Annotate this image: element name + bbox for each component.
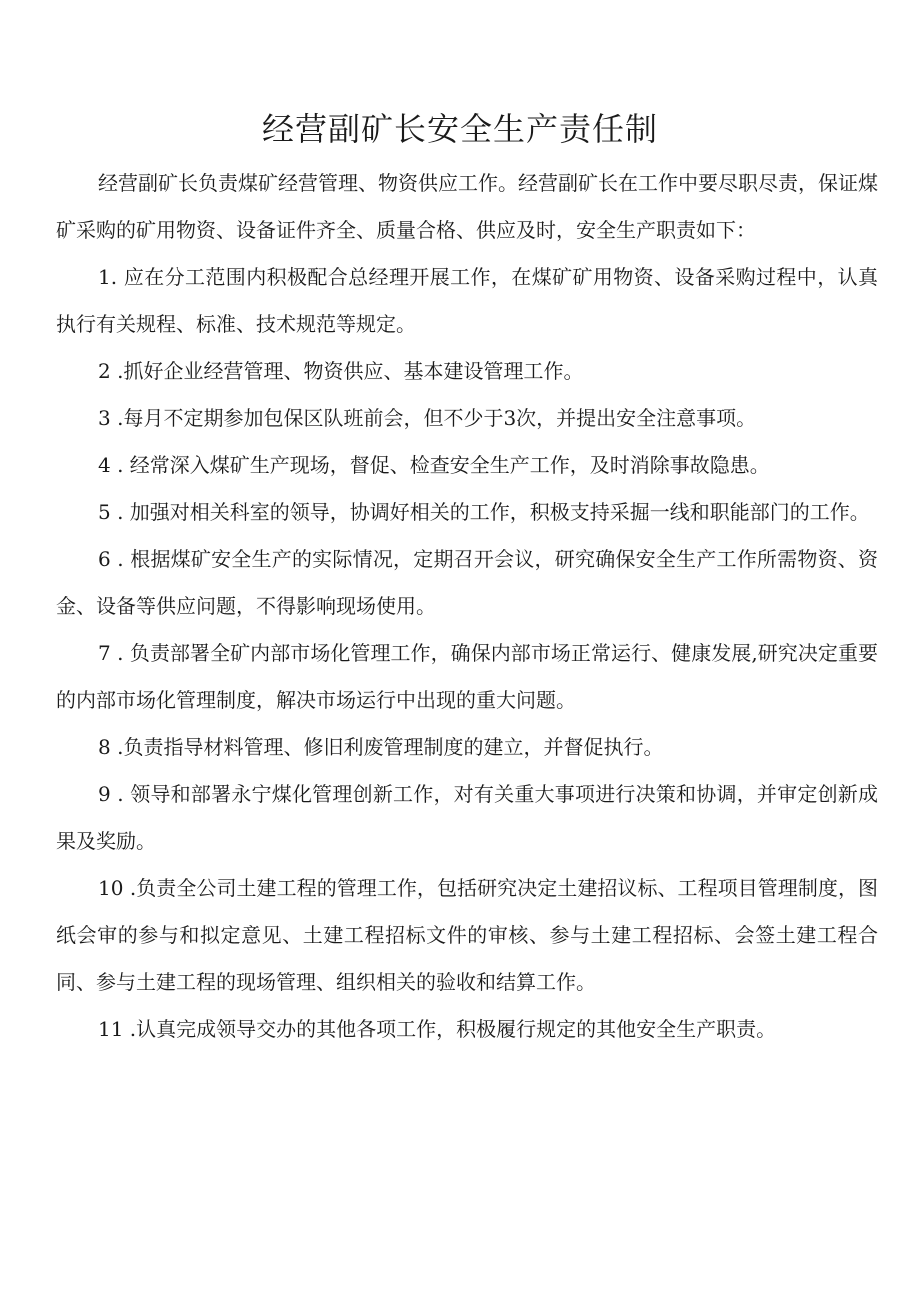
duty-item-10: 10 .负责全公司土建工程的管理工作，包括研究决定土建招议标、工程项目管理制度，图纸会审的参与和拟定意见、土建工程招标文件的审核、参与土建工程招标、会签土建工程合同、参与土建工程的现场管理、组织相关的验收和结算工作。	[56, 876, 878, 994]
duty-item-9: 9 . 领导和部署永宁煤化管理创新工作，对有关重大事项进行决策和协调，并审定创新成果及奖励。	[56, 782, 878, 853]
document-body	[56, 160, 878, 1053]
duty-item-7: 7 . 负责部署全矿内部市场化管理工作，确保内部市场正常运行、健康发展,研究决定重要的内部市场化管理制度，解决市场运行中出现的重大问题。	[56, 641, 878, 712]
duty-item-8: 8 .负责指导材料管理、修旧利废管理制度的建立，并督促执行。	[98, 735, 664, 759]
duty-item-2: 2 .抓好企业经营管理、物资供应、基本建设管理工作。	[98, 359, 584, 383]
duty-item-4: 4 . 经常深入煤矿生产现场，督促、检查安全生产工作，及时消除事故隐患。	[98, 453, 770, 477]
document-title: 经营副矿长安全生产责任制	[261, 110, 658, 148]
duty-item-1: 1. 应在分工范围内积极配合总经理开展工作，在煤矿矿用物资、设备采购过程中，认真执行有关规程、标准、技术规范等规定。	[56, 265, 878, 336]
duty-item-6: 6 . 根据煤矿安全生产的实际情况，定期召开会议，研究确保安全生产工作所需物资、资金、设备等供应问题，不得影响现场使用。	[56, 547, 878, 618]
duty-item-5: 5 . 加强对相关科室的领导，协调好相关的工作，积极支持采掘一线和职能部门的工作。	[98, 500, 870, 524]
duty-item-3: 3 .每月不定期参加包保区队班前会，但不少于3次，并提出安全注意事项。	[98, 406, 757, 430]
intro-paragraph: 经营副矿长负责煤矿经营管理、物资供应工作。经营副矿长在工作中要尽职尽责，保证煤矿采购的矿用物资、设备证件齐全、质量合格、供应及时，安全生产职责如下：	[56, 171, 878, 242]
duty-item-11: 11 .认真完成领导交办的其他各项工作，积极履行规定的其他安全生产职责。	[98, 1017, 777, 1041]
